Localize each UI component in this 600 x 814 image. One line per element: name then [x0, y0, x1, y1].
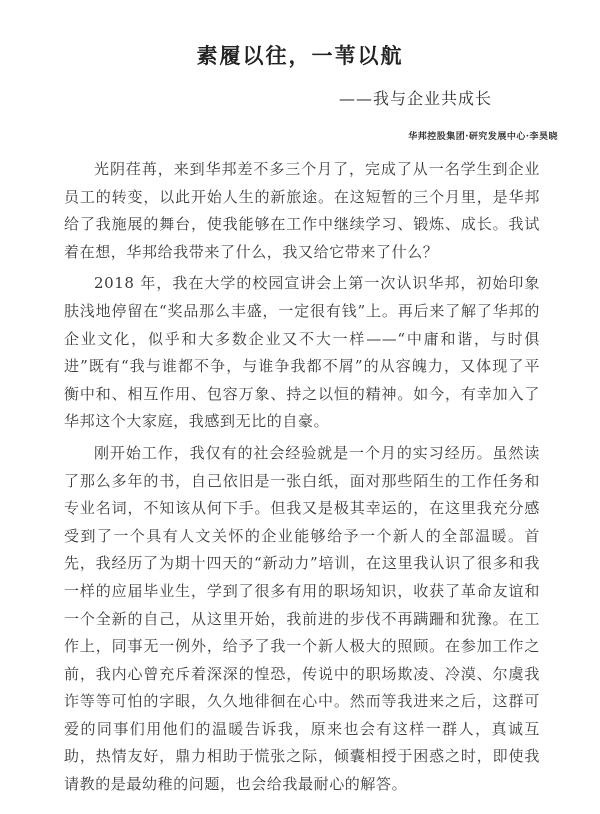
- paragraph: 光阴荏苒，来到华邦差不多三个月了，完成了从一名学生到企业员工的转变，以此开始人生的新旅途。在这短暂的三个月里，是华邦给了我施展的舞台，使我能够在工作中继续学习、锻炼、成长。我试着在想，华邦给我带来了什么，我又给它带来了什么？: [64, 160, 540, 261]
- paragraph: 刚开始工作，我仅有的社会经验就是一个月的实习经历。虽然读了那么多年的书，自己依旧是一张白纸，面对那些陌生的工作任务和专业名词，不知该从何下手。但我又是极其幸运的，在这里我充分感受到了一个具有人文关怀的企业能够给予一个新人的全部温暖。首先，我经历了为期十四天的“新动力”培训，在这里我认识了很多和我一样的应届毕业生，学到了很多有用的职场知识，收获了革命友谊和一个全新的自己，从这里开始，我前进的步伐不再蹒跚和犹豫。在工作上，同事无一例外，给予了我一个新人极大的照顾。在参加工作之前，我内心曾充斥着深深的惶恐，传说中的职场欺凌、冷漠、尔虞我诈等等可怕的字眼，久久地徘徊在心中。然而等我进来之后，这群可爱的同事们用他们的温暖告诉我，原来也会有这样一群人，真诚互助，热情友好，鼎力相助于慌张之际，倾囊相授于困惑之时，即使我请教的是最幼稚的问题，也会给我最耐心的解答。: [64, 443, 540, 794]
- document-byline: 华邦控股集团·研究发展中心·李昊晓: [408, 132, 558, 142]
- paragraph: 2018 年，我在大学的校园宣讲会上第一次认识华邦，初始印象肤浅地停留在“奖品那么丰盛，一定很有钱”上。再后来了解了华邦的企业文化，似乎和大多数企业又不大一样——“中庸和谐，与时俱进”既有“我与谁都不争，与谁争我都不屑”的从容魄力，又体现了平衡中和、相互作用、包容万象、持之以恒的精神。如今，有幸加入了华邦这个大家庭，我感到无比的自豪。: [64, 274, 540, 431]
- document-body: [0, 156, 600, 799]
- document-title: 素履以往，一苇以航: [196, 43, 404, 68]
- document-subtitle: ——我与企业共成长: [338, 89, 492, 108]
